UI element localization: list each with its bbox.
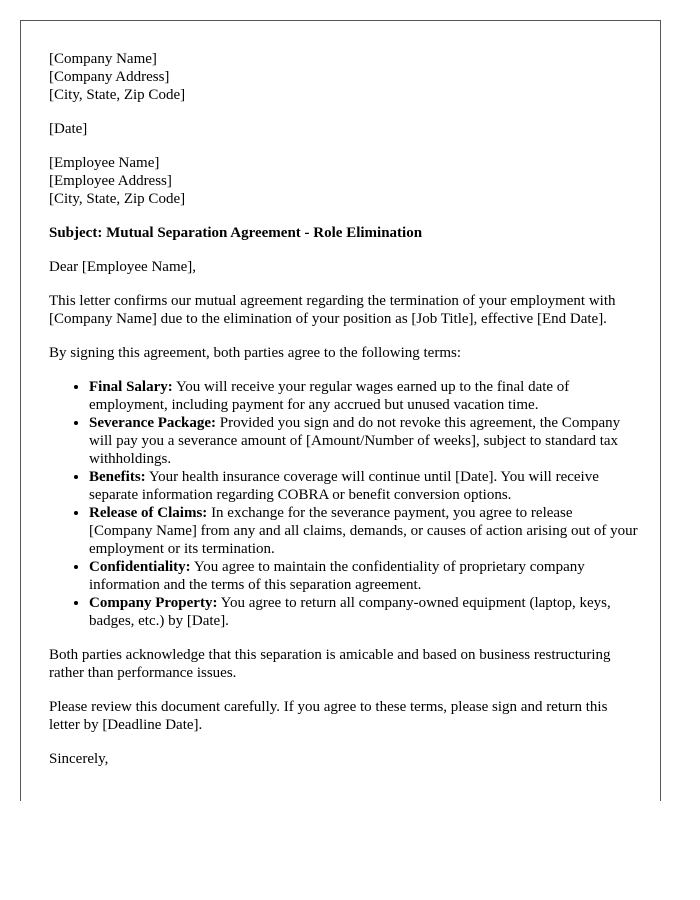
term-text: You agree to maintain the confidentiality of proprietary company information and the terms of this separation agreement. [89, 559, 585, 593]
term-text: You agree to return all company-owned equipment (laptop, keys, badges, etc.) by [Date]. [89, 595, 611, 629]
letter-content [49, 50, 639, 784]
sender-company-name: [Company Name] [49, 51, 157, 67]
sender-address-block [49, 50, 639, 104]
term-item-benefits [89, 468, 639, 504]
terms-list [49, 378, 639, 630]
term-label: Company Property: [89, 595, 218, 611]
term-text: Provided you sign and do not revoke this agreement, the Company will pay you a severance amount of [Amount/Number of weeks], subject to standard tax withholdings. [89, 415, 621, 467]
term-label: Severance Package: [89, 415, 217, 431]
recipient-address-block [49, 154, 639, 208]
intro-paragraph: This letter confirms our mutual agreement regarding the termination of your employment with [Company Name] due to the elimination of your position as [Job Title], effective [End Date]. [49, 293, 616, 327]
closing: Sincerely, [49, 751, 109, 767]
term-text: In exchange for the severance payment, you agree to release [Company Name] from any and all claims, demands, or causes of action arising out of your employment or its termination. [89, 505, 638, 557]
term-text: You will receive your regular wages earned up to the final date of employment, including payment for any accrued but unused vacation time. [89, 379, 570, 413]
salutation: Dear [Employee Name], [49, 259, 197, 275]
terms-intro: By signing this agreement, both parties agree to the following terms: [49, 345, 461, 361]
sender-company-address: [Company Address] [49, 69, 170, 85]
recipient-employee-name: [Employee Name] [49, 155, 160, 171]
subject-line: Subject: Mutual Separation Agreement - Role Elimination [49, 225, 423, 241]
term-label: Benefits: [89, 469, 146, 485]
term-label: Final Salary: [89, 379, 173, 395]
term-item-severance-package [89, 414, 639, 468]
recipient-city-state-zip: [City, State, Zip Code] [49, 191, 186, 207]
sender-city-state-zip: [City, State, Zip Code] [49, 87, 186, 103]
term-item-confidentiality [89, 558, 639, 594]
term-text: Your health insurance coverage will continue until [Date]. You will receive separate information regarding COBRA or benefit conversion options. [89, 469, 599, 503]
acknowledgement-paragraph: Both parties acknowledge that this separation is amicable and based on business restructuring rather than performance issues. [49, 647, 611, 681]
review-paragraph: Please review this document carefully. If you agree to these terms, please sign and return this letter by [Deadline Date]. [49, 699, 608, 733]
term-label: Release of Claims: [89, 505, 208, 521]
term-item-company-property [89, 594, 639, 630]
recipient-employee-address: [Employee Address] [49, 173, 172, 189]
letter-page [20, 20, 661, 801]
letter-date: [Date] [49, 121, 88, 137]
term-item-final-salary [89, 378, 639, 414]
term-label: Confidentiality: [89, 559, 191, 575]
term-item-release-of-claims [89, 504, 639, 558]
